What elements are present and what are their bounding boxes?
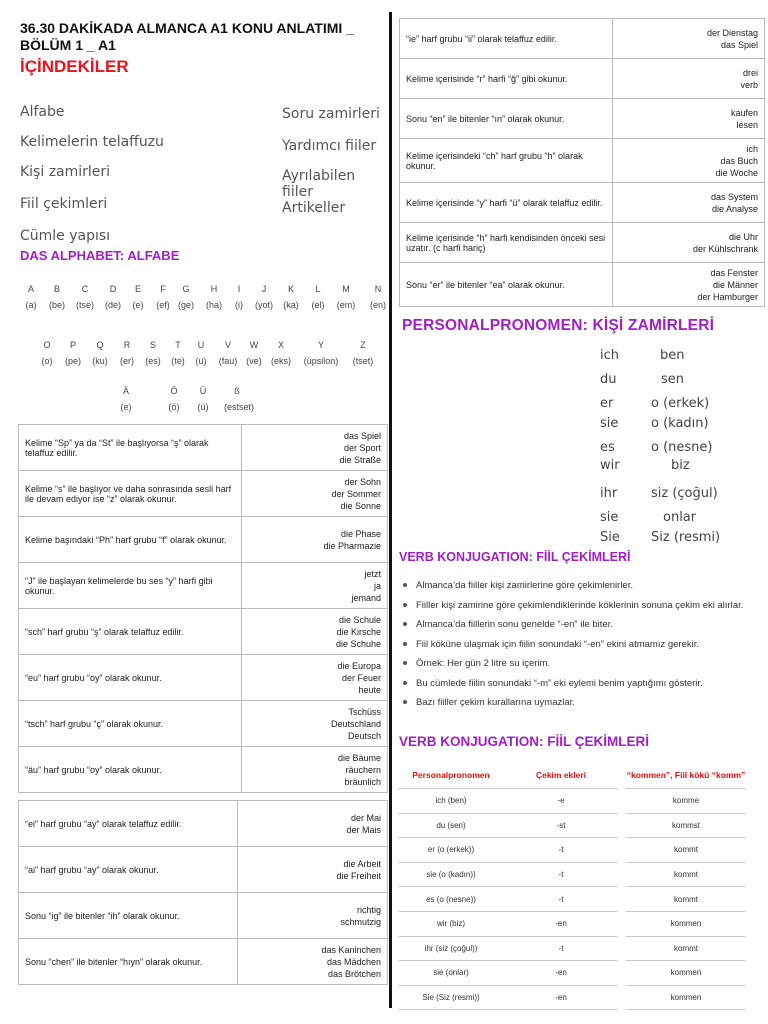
ending-cell: -t <box>504 936 618 961</box>
example-word: das Mädchen <box>326 956 381 967</box>
verbs-heading: VERB KONJUGATION: FİİL ÇEKİMLERİ <box>399 550 631 564</box>
alphabet-letter <box>305 284 331 310</box>
pronunciation-table <box>18 800 388 985</box>
letter: A <box>27 284 34 294</box>
rule-examples <box>613 59 765 99</box>
example-word: das Kaninchen <box>321 944 381 955</box>
example-word: der Mais <box>346 824 381 835</box>
rule-description: Kelime “Sp” ya da “St” ile başlıyorsa “ş” olarak telaffuz edilir. <box>19 425 242 471</box>
toc-item: Artikeller <box>282 200 346 216</box>
rule-examples <box>242 609 388 655</box>
ending-cell: -t <box>504 862 618 887</box>
example-word: die Uhr <box>728 231 758 242</box>
letter: L <box>315 284 321 294</box>
alphabet-letter <box>301 340 341 366</box>
conjugation-row <box>398 862 746 887</box>
rule-examples <box>238 893 388 939</box>
example-word: jemand <box>351 592 381 603</box>
rule-description: Sonu “ig” ile bitenler “ih” olarak okunur. <box>19 893 238 939</box>
pronoun-cell: ihr (siz (çoğul)) <box>398 936 504 961</box>
example-word: ja <box>373 580 381 591</box>
alphabet-letter <box>226 284 252 310</box>
example-word: der Sommer <box>331 488 381 499</box>
rule-examples <box>238 801 388 847</box>
example-word: die Schuhe <box>335 638 381 649</box>
verb-form-cell: kommen <box>626 911 746 936</box>
alphabet-letter <box>87 340 113 366</box>
pronoun-turkish: sen <box>661 372 685 387</box>
example-word: richtig <box>356 904 381 915</box>
pronoun-cell: er (o (erkek)) <box>398 838 504 863</box>
ending-cell: -e <box>504 789 618 814</box>
verb-form-cell: komme <box>626 789 746 814</box>
rule-row <box>400 139 765 183</box>
rule-examples <box>613 223 765 263</box>
letter-pronunciation: (ka) <box>283 300 299 310</box>
rule-description: “ei” harf grubu “ay” olarak telaffuz edilir. <box>19 801 238 847</box>
verb-rule: Fiil köküne ulaşmak için fiilin sonundaki “-en” ekini atmamız gerekir. <box>400 635 762 655</box>
document-title: 36.30 DAKİKADA ALMANCA A1 KONU ANLATIMI _ BÖLÜM 1 _ A1 <box>20 20 354 53</box>
pronoun-cell: wir (biz) <box>398 911 504 936</box>
alphabet-letter <box>188 340 214 366</box>
alphabet-letter <box>190 386 216 412</box>
rule-row <box>19 425 388 471</box>
alphabet-letter <box>350 340 376 366</box>
letter: U <box>197 340 205 350</box>
rule-description: “äu” harf grubu “oy” olarak okunur. <box>19 747 242 793</box>
toc-item: Kişi zamirleri <box>20 164 111 180</box>
pronoun-german: wir <box>600 458 620 473</box>
toc-item: Soru zamirleri <box>282 106 380 122</box>
rule-row <box>19 847 388 893</box>
rule-row <box>19 701 388 747</box>
example-word: der Mai <box>350 812 381 823</box>
rule-row <box>400 263 765 307</box>
col-header: Personalpronomen <box>398 762 504 789</box>
conjugation-row <box>398 838 746 863</box>
letter-pronunciation: (ve) <box>246 356 262 366</box>
example-word: der Hamburger <box>697 291 758 302</box>
letter-pronunciation: (i) <box>235 300 243 310</box>
verb-rule: Almanca’da fiillerin sonu genelde “-en” ile biter. <box>400 615 762 635</box>
pronoun-turkish: o (erkek) <box>651 396 710 411</box>
letter: H <box>210 284 218 294</box>
conjugation-row <box>398 961 746 986</box>
rule-examples <box>242 563 388 609</box>
example-word: das Spiel <box>720 39 758 50</box>
letter: M <box>342 284 350 294</box>
letter-pronunciation: (pe) <box>64 356 81 366</box>
rule-row <box>19 563 388 609</box>
rule-examples <box>242 655 388 701</box>
verb-rule: Fiiller kişi zamirine göre çekimlendiklerinde köklerinin sonuna çekim eki alırlar. <box>400 596 762 616</box>
example-word: die Schule <box>338 614 381 625</box>
letter-pronunciation: (o) <box>41 356 53 366</box>
pronoun-cell: sie (onlar) <box>398 961 504 986</box>
alphabet-letter <box>60 340 86 366</box>
pronoun-german: er <box>600 396 614 411</box>
example-word: der Dienstag <box>706 27 758 38</box>
toc-item: Fiil çekimleri <box>20 196 108 212</box>
letter: S <box>149 340 156 350</box>
rule-description: Kelime içerisindeki “ch” harf grubu “h” olarak okunur. <box>400 139 613 183</box>
letter-pronunciation: (e) <box>120 402 132 412</box>
conjugation-row <box>398 887 746 912</box>
pronoun-german: es <box>600 440 615 455</box>
alphabet-letter <box>18 284 44 310</box>
conjugation-row <box>398 813 746 838</box>
example-word: die Phase <box>340 528 381 539</box>
pronunciation-table <box>399 18 765 307</box>
verb-form-cell: kommt <box>626 936 746 961</box>
letter: D <box>109 284 117 294</box>
pronoun-german: du <box>600 372 617 387</box>
rule-description: Kelime içerisinde “h” harfi kendisinden önceki sesi uzatır. (c harfi hariç) <box>400 223 613 263</box>
letter: T <box>175 340 181 350</box>
example-word: verb <box>740 79 758 90</box>
letter: V <box>224 340 231 350</box>
pronoun-cell: es (o (nesne)) <box>398 887 504 912</box>
rule-description: “ie” harf grubu “ii” olarak telaffuz edilir. <box>400 19 613 59</box>
example-word: ich <box>746 143 758 154</box>
letter-pronunciation: (üpsilon) <box>303 356 339 366</box>
letter-pronunciation: (ha) <box>205 300 222 310</box>
rule-description: Kelime içerisinde “y” harfi “ü” olarak telaffuz edilir. <box>400 183 613 223</box>
letter: I <box>237 284 241 294</box>
conjugation-table <box>398 762 746 1010</box>
letter-pronunciation: (em) <box>336 300 356 310</box>
alphabet-heading: DAS ALPHABET: ALFABE <box>20 248 180 263</box>
verb-rule: Örnek: Her gün 2 litre su içerim. <box>400 654 762 674</box>
rule-description: Sonu “chen” ile bitenler “hıyn” olarak okunur. <box>19 939 238 985</box>
letter: W <box>249 340 259 350</box>
pronunciation-table <box>18 424 388 793</box>
verb-form-cell: kommt <box>626 838 746 863</box>
conjugation-row <box>398 911 746 936</box>
pronoun-german: sie <box>600 416 619 431</box>
letter: E <box>134 284 141 294</box>
rule-examples <box>238 939 388 985</box>
example-word: die Woche <box>715 167 758 178</box>
letter-pronunciation: (ü) <box>197 402 209 412</box>
example-word: die Pharmazie <box>323 540 381 551</box>
toc-item: Yardımcı fiiler <box>282 138 377 154</box>
alphabet-letter <box>241 340 267 366</box>
rule-examples <box>238 847 388 893</box>
pronoun-german: Sie <box>600 530 620 545</box>
alphabet-letter <box>333 284 359 310</box>
verb-form-cell: kommen <box>626 961 746 986</box>
letter-pronunciation: (es) <box>145 356 161 366</box>
rule-row <box>400 59 765 99</box>
rule-examples <box>242 747 388 793</box>
verb-form-cell: kommst <box>626 813 746 838</box>
letter: X <box>277 340 284 350</box>
pronoun-turkish: ben <box>660 348 685 363</box>
alphabet-letter <box>113 386 139 412</box>
example-word: schmutzig <box>340 916 381 927</box>
rule-examples <box>613 139 765 183</box>
verb-rule: Almanca’da fiiller kişi zamirlerine göre çekimlenirler. <box>400 576 762 596</box>
rule-examples <box>242 517 388 563</box>
rule-row <box>19 939 388 985</box>
ending-cell: -en <box>504 911 618 936</box>
col-header: “kommen”, Fiil kökü “komm” <box>626 762 746 789</box>
example-word: lesen <box>736 119 758 130</box>
example-word: die Kirsche <box>336 626 381 637</box>
rule-description: Sonu “er” ile bitenler “ea” olarak okunur. <box>400 263 613 307</box>
example-word: das System <box>710 191 758 202</box>
rule-row <box>19 471 388 517</box>
verb-rules-list <box>400 576 762 713</box>
toc-heading: İÇİNDEKİLER <box>20 57 129 76</box>
example-word: bräunlich <box>344 776 381 787</box>
pronoun-german: ihr <box>600 486 618 501</box>
rule-examples <box>242 425 388 471</box>
rule-row <box>400 183 765 223</box>
example-word: die Freiheit <box>336 870 381 881</box>
verb-rule: Bazı fiiller çekim kurallarına uymazlar. <box>400 693 762 713</box>
rule-examples <box>613 19 765 59</box>
alphabet-letter <box>161 386 187 412</box>
rule-row <box>19 893 388 939</box>
example-word: drei <box>742 67 758 78</box>
pronoun-cell: ich (ben) <box>398 789 504 814</box>
rule-examples <box>613 183 765 223</box>
example-word: jetzt <box>364 568 381 579</box>
letter-pronunciation: (yot) <box>255 300 273 310</box>
letter-pronunciation: (estset) <box>224 402 255 412</box>
rule-row <box>19 801 388 847</box>
toc-item: Ayrılabilen fiiler <box>282 168 356 200</box>
alphabet-letter <box>365 284 390 310</box>
letter: C <box>81 284 89 294</box>
col-header: Çekim ekleri <box>504 762 618 789</box>
letter-pronunciation: (el) <box>311 300 325 310</box>
rule-description: Kelime “s” ile başlıyor ve daha sonrasında sesli harf ile devam ediyor ise “z” olarak okunur. <box>19 471 242 517</box>
letter: Ö <box>170 386 178 396</box>
rule-description: “J” ile başlayan kelimelerde bu ses “y” harfi gibi okunur. <box>19 563 242 609</box>
example-word: die Männer <box>712 279 758 290</box>
alphabet-letter <box>251 284 277 310</box>
pronoun-cell: du (sen) <box>398 813 504 838</box>
letter-pronunciation: (de) <box>104 300 121 310</box>
example-word: Tschüss <box>348 706 381 717</box>
ending-cell: -en <box>504 985 618 1010</box>
letter-pronunciation: (a) <box>25 300 37 310</box>
rule-description: “sch” harf grubu “ş” olarak telaffuz edilir. <box>19 609 242 655</box>
verb-form-cell: kommen <box>626 985 746 1010</box>
example-word: das Fenster <box>710 267 758 278</box>
letter: Z <box>360 340 366 350</box>
verbs-heading-2: VERB KONJUGATION: FİİL ÇEKİMLERİ <box>399 734 650 749</box>
verb-rule: Bu cümlede fiilin sonundaki “-m” eki eylemi benim yaptığımı gösterir. <box>400 674 762 694</box>
letter-pronunciation: (u) <box>195 356 207 366</box>
alphabet-letter <box>201 284 227 310</box>
rule-row <box>19 609 388 655</box>
example-word: der Feuer <box>341 672 381 683</box>
letter-pronunciation: (ge) <box>177 300 194 310</box>
letter: ß <box>234 386 240 396</box>
letter: Y <box>317 340 324 350</box>
letter-pronunciation: (ef) <box>156 300 170 310</box>
example-word: die Europa <box>337 660 381 671</box>
ending-cell: -st <box>504 813 618 838</box>
rule-description: “eu” harf grubu “oy” olarak okunur. <box>19 655 242 701</box>
letter-pronunciation: (tse) <box>76 300 94 310</box>
letter: P <box>69 340 76 350</box>
letter-pronunciation: (fau) <box>218 356 238 366</box>
rule-description: Kelime başındaki “Ph” harf grubu “f” olarak okunur. <box>19 517 242 563</box>
pronoun-turkish: o (nesne) <box>651 440 713 455</box>
pronoun-turkish: o (kadın) <box>651 416 709 431</box>
rule-row <box>400 99 765 139</box>
verb-form-cell: kommt <box>626 862 746 887</box>
pronoun-cell: sie (o (kadın)) <box>398 862 504 887</box>
alphabet-letter <box>278 284 304 310</box>
conjugation-row <box>398 985 746 1010</box>
letter-pronunciation: (ku) <box>92 356 108 366</box>
rule-examples <box>242 701 388 747</box>
ending-cell: -t <box>504 887 618 912</box>
alphabet-letter <box>224 386 255 412</box>
rule-examples <box>242 471 388 517</box>
rule-description: “ai” harf grubu “ay” olarak okunur. <box>19 847 238 893</box>
example-word: das Brötchen <box>327 968 381 979</box>
letter-pronunciation: (te) <box>171 356 185 366</box>
example-word: das Buch <box>720 155 758 166</box>
alphabet-letter <box>34 340 60 366</box>
rule-row <box>400 19 765 59</box>
letter-pronunciation: (e) <box>132 300 144 310</box>
rule-row <box>19 655 388 701</box>
letter: N <box>374 284 382 294</box>
ending-cell: -en <box>504 961 618 986</box>
example-word: die Analyse <box>711 203 758 214</box>
example-word: Deutschland <box>330 718 381 729</box>
rule-row <box>400 223 765 263</box>
pronoun-cell: Sie (Siz (resmi)) <box>398 985 504 1010</box>
rule-description: “tsch” harf grubu “ç” olarak okunur. <box>19 701 242 747</box>
rule-description: Sonu “en” ile bitenler “ın” olarak okunur. <box>400 99 613 139</box>
toc-item: Alfabe <box>20 104 65 120</box>
letter: O <box>43 340 51 350</box>
example-word: der Sport <box>343 442 381 453</box>
example-word: die Straße <box>339 454 381 465</box>
letter: R <box>123 340 131 350</box>
letter-pronunciation: (ö) <box>168 402 180 412</box>
rule-examples <box>613 99 765 139</box>
pronoun-german: sie <box>600 510 619 525</box>
letter-pronunciation: (er) <box>120 356 134 366</box>
pronouns-heading: PERSONALPRONOMEN: KİŞİ ZAMİRLERİ <box>402 317 715 334</box>
example-word: die Arbeit <box>343 858 381 869</box>
conjugation-row <box>398 789 746 814</box>
letter-pronunciation: (tset) <box>352 356 374 366</box>
pronoun-german: ich <box>600 348 619 363</box>
letter: B <box>53 284 60 294</box>
example-word: räuchern <box>345 764 381 775</box>
example-word: die Sonne <box>340 500 381 511</box>
alphabet-letter <box>125 284 151 310</box>
alphabet-letter <box>173 284 199 310</box>
ending-cell: -t <box>504 838 618 863</box>
letter: Ä <box>122 386 129 396</box>
pronoun-turkish: biz <box>671 458 690 473</box>
alphabet-letter <box>268 340 294 366</box>
letter: K <box>287 284 294 294</box>
example-word: heute <box>358 684 381 695</box>
letter: Q <box>96 340 104 350</box>
toc-item: Kelimelerin telaffuzu <box>20 134 164 150</box>
example-word: kaufen <box>730 107 758 118</box>
alphabet-letter <box>114 340 140 366</box>
letter: Ü <box>199 386 207 396</box>
letter-pronunciation: (eks) <box>271 356 291 366</box>
alphabet-letter <box>140 340 166 366</box>
toc-item: Cümle yapısı <box>20 228 111 244</box>
letter: G <box>182 284 190 294</box>
conjugation-row <box>398 936 746 961</box>
example-word: Deutsch <box>347 730 381 741</box>
alphabet-letter <box>215 340 241 366</box>
rule-description: Kelime içerisinde “r” harfi “ğ” gibi okunur. <box>400 59 613 99</box>
pronoun-turkish: onlar <box>663 510 697 525</box>
alphabet-letter <box>72 284 98 310</box>
example-word: die Bäume <box>337 752 381 763</box>
example-word: der Kühlschrank <box>692 243 758 254</box>
letter: F <box>160 284 166 294</box>
alphabet-letter <box>44 284 70 310</box>
letter: J <box>261 284 267 294</box>
verb-form-cell: kommt <box>626 887 746 912</box>
rule-row <box>19 517 388 563</box>
letter-pronunciation: (be) <box>48 300 65 310</box>
rule-examples <box>613 263 765 307</box>
letter-pronunciation: (en) <box>369 300 386 310</box>
alphabet-letter <box>100 284 126 310</box>
example-word: das Spiel <box>343 430 381 441</box>
pronoun-turkish: siz (çoğul) <box>651 486 718 501</box>
pronoun-turkish: Siz (resmi) <box>651 530 721 545</box>
example-word: der Sohn <box>344 476 381 487</box>
rule-row <box>19 747 388 793</box>
